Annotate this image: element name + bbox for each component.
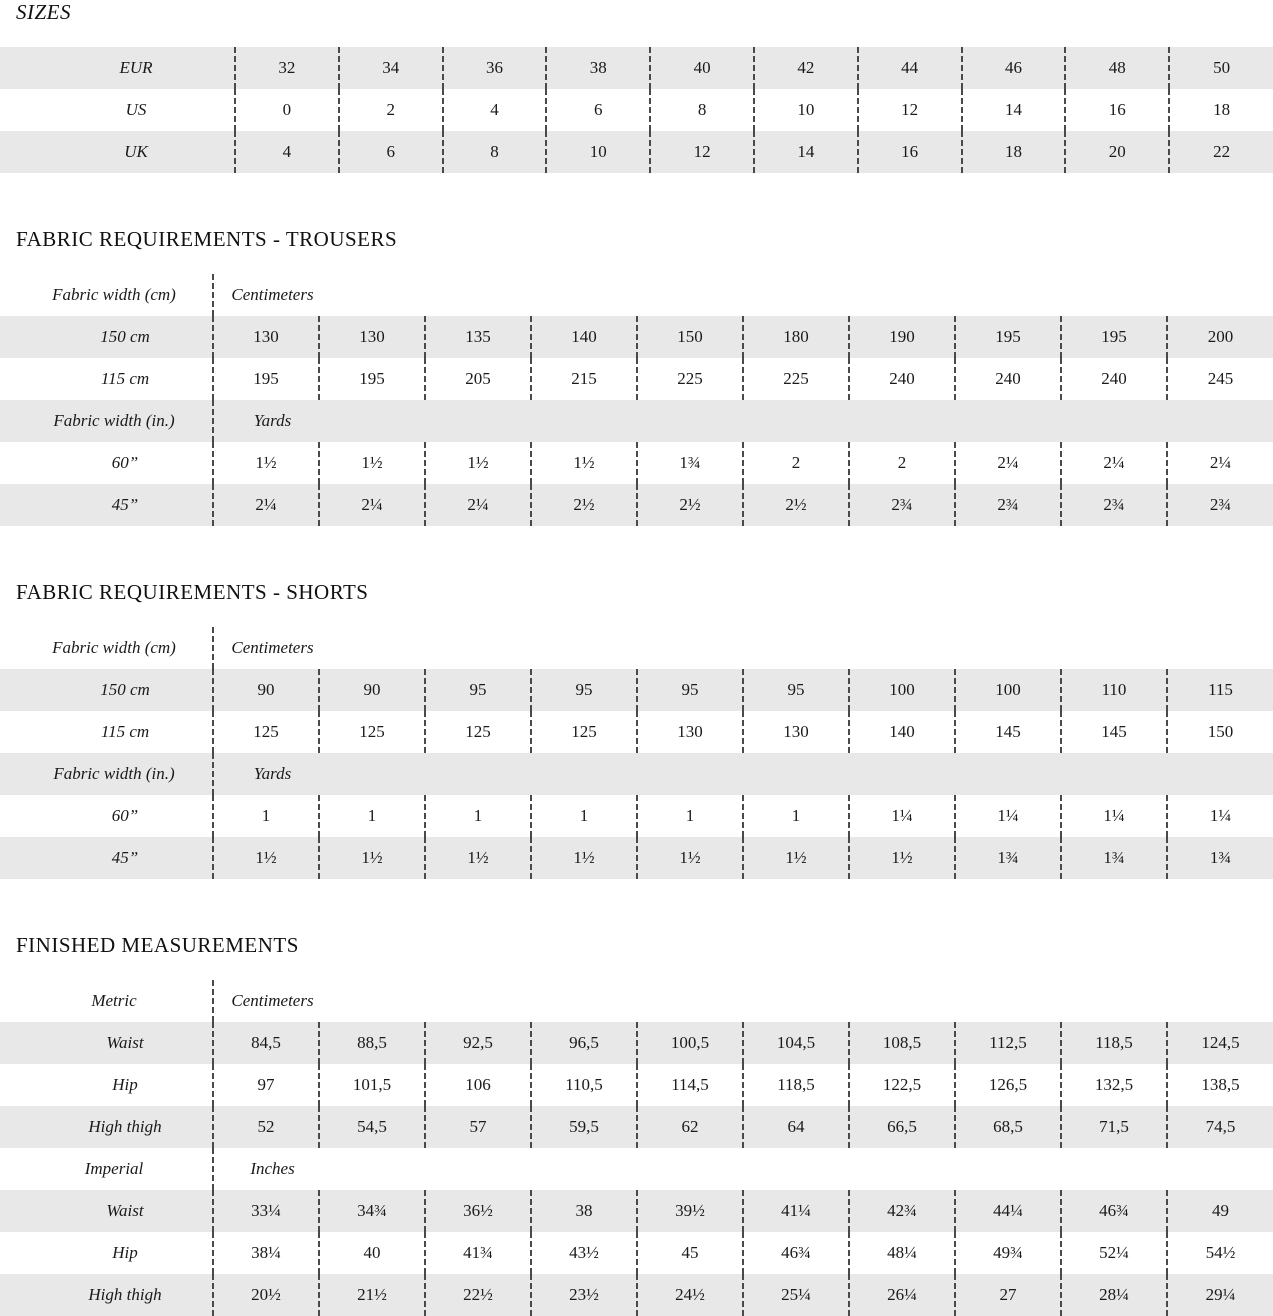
row-label: 60”: [0, 442, 213, 484]
table-cell: 59,5: [531, 1106, 637, 1148]
table-cell: 195: [213, 358, 319, 400]
spacer: [0, 879, 1273, 933]
table-cell: 115: [1167, 669, 1273, 711]
table-row: [0, 89, 1273, 131]
table-cell: 125: [213, 711, 319, 753]
table-row: [0, 316, 1273, 358]
table-cell-empty: [743, 753, 849, 795]
table-cell-empty: [1167, 753, 1273, 795]
table-cell: 1½: [425, 442, 531, 484]
table-cell: 2½: [531, 484, 637, 526]
table-cell: 26¼: [849, 1274, 955, 1316]
unit-name: Centimeters: [213, 627, 319, 669]
table-cell: 18: [1169, 89, 1273, 131]
table-cell: 240: [1061, 358, 1167, 400]
table-cell-empty: [637, 400, 743, 442]
table-cell: 71,5: [1061, 1106, 1167, 1148]
table-row: [0, 711, 1273, 753]
unit-name: Yards: [213, 753, 319, 795]
table-cell: 14: [754, 131, 858, 173]
unit-header-row: [0, 627, 1273, 669]
table-cell: 2¾: [955, 484, 1061, 526]
table-row: [0, 1232, 1273, 1274]
table-cell: 1¾: [1061, 837, 1167, 879]
spacer: [0, 25, 1273, 47]
table-cell: 205: [425, 358, 531, 400]
table-cell: 240: [955, 358, 1061, 400]
table-cell-empty: [1167, 1148, 1273, 1190]
row-label: Waist: [0, 1190, 213, 1232]
table-cell: 16: [1065, 89, 1169, 131]
table-cell: 8: [650, 89, 754, 131]
table-cell: 84,5: [213, 1022, 319, 1064]
table-cell: 28¼: [1061, 1274, 1167, 1316]
table-cell: 44: [858, 47, 962, 89]
table-cell: 10: [546, 131, 650, 173]
table-cell: 130: [319, 316, 425, 358]
finished-measurements-table: [0, 980, 1273, 1316]
table-cell: 2: [743, 442, 849, 484]
table-cell: 64: [743, 1106, 849, 1148]
table-cell: 54,5: [319, 1106, 425, 1148]
table-cell: 225: [637, 358, 743, 400]
table-cell: 2½: [637, 484, 743, 526]
table-cell-empty: [955, 980, 1061, 1022]
fabric-shorts-table: [0, 627, 1273, 879]
table-cell: 1: [743, 795, 849, 837]
table-cell: 33¼: [213, 1190, 319, 1232]
row-label: High thigh: [0, 1106, 213, 1148]
table-cell: 32: [235, 47, 339, 89]
row-label: US: [0, 89, 235, 131]
table-cell: 1¼: [849, 795, 955, 837]
table-cell-empty: [319, 1148, 425, 1190]
table-cell: 6: [339, 131, 443, 173]
row-label: 45”: [0, 484, 213, 526]
table-cell: 118,5: [1061, 1022, 1167, 1064]
table-cell: 140: [849, 711, 955, 753]
table-cell: 1: [319, 795, 425, 837]
table-cell: 110: [1061, 669, 1167, 711]
table-cell-empty: [743, 627, 849, 669]
table-cell: 124,5: [1167, 1022, 1273, 1064]
unit-name: Inches: [213, 1148, 319, 1190]
table-cell: 2½: [743, 484, 849, 526]
table-cell: 1: [425, 795, 531, 837]
table-cell: 16: [858, 131, 962, 173]
row-label: High thigh: [0, 1274, 213, 1316]
table-cell-empty: [743, 980, 849, 1022]
table-cell-empty: [319, 980, 425, 1022]
table-cell: 46¾: [1061, 1190, 1167, 1232]
table-cell: 12: [858, 89, 962, 131]
table-cell-empty: [637, 753, 743, 795]
table-cell: 49¾: [955, 1232, 1061, 1274]
section-title-fabric-trousers: FABRIC REQUIREMENTS - TROUSERS: [16, 227, 398, 251]
unit-header-row: [0, 274, 1273, 316]
table-cell: 52¼: [1061, 1232, 1167, 1274]
table-cell: 118,5: [743, 1064, 849, 1106]
table-cell: 130: [213, 316, 319, 358]
row-label: 115 cm: [0, 358, 213, 400]
table-cell: 180: [743, 316, 849, 358]
table-cell: 20: [1065, 131, 1169, 173]
table-row: [0, 1274, 1273, 1316]
table-cell-empty: [425, 274, 531, 316]
table-cell: 245: [1167, 358, 1273, 400]
table-cell-empty: [955, 627, 1061, 669]
row-label: 150 cm: [0, 316, 213, 358]
table-cell: 145: [955, 711, 1061, 753]
table-cell: 90: [213, 669, 319, 711]
table-cell: 62: [637, 1106, 743, 1148]
table-cell: 125: [425, 711, 531, 753]
table-cell-empty: [319, 753, 425, 795]
table-cell: 95: [425, 669, 531, 711]
table-cell: 18: [962, 131, 1066, 173]
row-label: 150 cm: [0, 669, 213, 711]
table-cell: 100: [849, 669, 955, 711]
table-cell-empty: [531, 627, 637, 669]
table-cell: 88,5: [319, 1022, 425, 1064]
table-cell: 23½: [531, 1274, 637, 1316]
table-cell-empty: [955, 400, 1061, 442]
table-cell: 14: [962, 89, 1066, 131]
table-cell: 12: [650, 131, 754, 173]
table-cell: 25¼: [743, 1274, 849, 1316]
spacer: [0, 605, 1273, 627]
table-row: [0, 1190, 1273, 1232]
unit-name: Yards: [213, 400, 319, 442]
table-cell-empty: [1167, 980, 1273, 1022]
table-cell: 1¾: [1167, 837, 1273, 879]
table-cell: 57: [425, 1106, 531, 1148]
table-cell-empty: [1061, 753, 1167, 795]
table-cell-empty: [425, 753, 531, 795]
table-cell-empty: [319, 400, 425, 442]
table-row: [0, 131, 1273, 173]
unit-row-label: Fabric width (in.): [0, 753, 213, 795]
table-cell: 95: [531, 669, 637, 711]
table-cell: 190: [849, 316, 955, 358]
table-cell-empty: [849, 1148, 955, 1190]
table-cell: 49: [1167, 1190, 1273, 1232]
table-cell: 195: [319, 358, 425, 400]
table-cell: 41¼: [743, 1190, 849, 1232]
table-cell: 2¼: [1061, 442, 1167, 484]
table-cell-empty: [425, 627, 531, 669]
table-cell: 135: [425, 316, 531, 358]
table-cell: 1¼: [1061, 795, 1167, 837]
table-cell-empty: [955, 274, 1061, 316]
unit-row-label: Imperial: [0, 1148, 213, 1190]
table-cell: 2¼: [319, 484, 425, 526]
table-cell: 138,5: [1167, 1064, 1273, 1106]
table-cell: 22½: [425, 1274, 531, 1316]
table-cell: 54½: [1167, 1232, 1273, 1274]
table-cell: 95: [637, 669, 743, 711]
table-cell: 1¼: [1167, 795, 1273, 837]
table-cell: 114,5: [637, 1064, 743, 1106]
table-cell: 40: [650, 47, 754, 89]
table-cell: 90: [319, 669, 425, 711]
table-cell: 1½: [743, 837, 849, 879]
table-cell: 215: [531, 358, 637, 400]
table-cell-empty: [1167, 400, 1273, 442]
table-cell: 1½: [213, 837, 319, 879]
table-cell: 1½: [637, 837, 743, 879]
table-cell: 46: [962, 47, 1066, 89]
table-cell: 1½: [319, 837, 425, 879]
row-label: Waist: [0, 1022, 213, 1064]
row-label: EUR: [0, 47, 235, 89]
table-cell: 1½: [531, 837, 637, 879]
table-cell: 122,5: [849, 1064, 955, 1106]
table-cell: 125: [531, 711, 637, 753]
table-cell-empty: [743, 400, 849, 442]
table-cell-empty: [849, 627, 955, 669]
table-cell-empty: [425, 980, 531, 1022]
table-cell: 100,5: [637, 1022, 743, 1064]
table-cell: 29¼: [1167, 1274, 1273, 1316]
table-cell: 95: [743, 669, 849, 711]
section-title-sizes: SIZES: [16, 0, 71, 24]
table-cell-empty: [637, 1148, 743, 1190]
row-label: Hip: [0, 1064, 213, 1106]
table-cell-empty: [425, 1148, 531, 1190]
table-cell: 2¾: [1061, 484, 1167, 526]
table-cell: 22: [1169, 131, 1273, 173]
table-cell: 1½: [425, 837, 531, 879]
table-cell: 48¼: [849, 1232, 955, 1274]
table-cell: 195: [1061, 316, 1167, 358]
table-cell: 101,5: [319, 1064, 425, 1106]
row-label: UK: [0, 131, 235, 173]
table-cell: 4: [235, 131, 339, 173]
table-cell: 46¾: [743, 1232, 849, 1274]
table-cell-empty: [849, 400, 955, 442]
table-cell: 200: [1167, 316, 1273, 358]
row-label: 60”: [0, 795, 213, 837]
table-row: [0, 1022, 1273, 1064]
table-cell: 36: [443, 47, 547, 89]
table-row: [0, 1064, 1273, 1106]
table-cell: 0: [235, 89, 339, 131]
table-cell: 2: [339, 89, 443, 131]
table-cell: 66,5: [849, 1106, 955, 1148]
table-cell: 96,5: [531, 1022, 637, 1064]
table-cell-empty: [1167, 274, 1273, 316]
table-cell: 125: [319, 711, 425, 753]
table-cell: 6: [546, 89, 650, 131]
unit-name: Centimeters: [213, 980, 319, 1022]
table-cell: 41¾: [425, 1232, 531, 1274]
table-cell-empty: [1061, 1148, 1167, 1190]
table-cell: 104,5: [743, 1022, 849, 1064]
row-label: 115 cm: [0, 711, 213, 753]
table-cell: 52: [213, 1106, 319, 1148]
table-cell: 195: [955, 316, 1061, 358]
table-cell-empty: [319, 627, 425, 669]
fabric-trousers-table: [0, 274, 1273, 526]
table-cell: 2: [849, 442, 955, 484]
table-cell: 2¾: [849, 484, 955, 526]
table-cell: 1½: [849, 837, 955, 879]
unit-header-row: [0, 980, 1273, 1022]
spacer: [0, 252, 1273, 274]
section-title-fabric-shorts: FABRIC REQUIREMENTS - SHORTS: [16, 580, 369, 604]
unit-header-row: [0, 753, 1273, 795]
table-cell-empty: [849, 274, 955, 316]
table-cell: 2¼: [425, 484, 531, 526]
table-cell: 4: [443, 89, 547, 131]
table-cell-empty: [531, 274, 637, 316]
spacer: [0, 526, 1273, 580]
table-cell: 1: [637, 795, 743, 837]
table-cell-empty: [955, 1148, 1061, 1190]
table-cell-empty: [425, 400, 531, 442]
table-cell-empty: [637, 274, 743, 316]
table-cell: 97: [213, 1064, 319, 1106]
spacer: [0, 173, 1273, 227]
table-cell: 150: [1167, 711, 1273, 753]
unit-name: Centimeters: [213, 274, 319, 316]
table-cell-empty: [531, 400, 637, 442]
table-cell: 2¾: [1167, 484, 1273, 526]
table-cell: 1: [531, 795, 637, 837]
table-cell: 1½: [531, 442, 637, 484]
unit-row-label: Fabric width (cm): [0, 274, 213, 316]
table-cell: 50: [1169, 47, 1273, 89]
table-cell: 36½: [425, 1190, 531, 1232]
table-cell-empty: [1061, 627, 1167, 669]
table-cell: 24½: [637, 1274, 743, 1316]
table-cell: 100: [955, 669, 1061, 711]
table-cell: 34: [339, 47, 443, 89]
table-cell-empty: [531, 980, 637, 1022]
table-row: [0, 795, 1273, 837]
table-row: [0, 358, 1273, 400]
table-row: [0, 1106, 1273, 1148]
table-cell: 39½: [637, 1190, 743, 1232]
table-cell: 20½: [213, 1274, 319, 1316]
unit-row-label: Metric: [0, 980, 213, 1022]
table-cell-empty: [1167, 627, 1273, 669]
table-cell: 1¾: [955, 837, 1061, 879]
table-cell-empty: [1061, 400, 1167, 442]
table-cell: 225: [743, 358, 849, 400]
table-row: [0, 47, 1273, 89]
table-cell-empty: [1061, 274, 1167, 316]
table-cell-empty: [1061, 980, 1167, 1022]
table-cell: 1½: [319, 442, 425, 484]
table-cell-empty: [319, 274, 425, 316]
table-cell: 38: [531, 1190, 637, 1232]
table-cell-empty: [531, 1148, 637, 1190]
unit-header-row: [0, 1148, 1273, 1190]
table-cell: 1¼: [955, 795, 1061, 837]
unit-row-label: Fabric width (cm): [0, 627, 213, 669]
table-cell: 34¾: [319, 1190, 425, 1232]
table-cell: 92,5: [425, 1022, 531, 1064]
table-cell: 45: [637, 1232, 743, 1274]
table-cell: 43½: [531, 1232, 637, 1274]
table-cell: 10: [754, 89, 858, 131]
table-cell: 140: [531, 316, 637, 358]
table-cell: 132,5: [1061, 1064, 1167, 1106]
table-cell: 145: [1061, 711, 1167, 753]
table-cell: 150: [637, 316, 743, 358]
table-cell: 42: [754, 47, 858, 89]
table-row: [0, 669, 1273, 711]
spacer: [0, 958, 1273, 980]
table-cell: 21½: [319, 1274, 425, 1316]
unit-row-label: Fabric width (in.): [0, 400, 213, 442]
table-cell: 8: [443, 131, 547, 173]
table-cell: 2¼: [1167, 442, 1273, 484]
table-cell: 108,5: [849, 1022, 955, 1064]
table-cell: 240: [849, 358, 955, 400]
sizes-table: [0, 47, 1273, 173]
table-cell: 110,5: [531, 1064, 637, 1106]
table-row: [0, 484, 1273, 526]
table-cell-empty: [849, 753, 955, 795]
table-cell: 44¼: [955, 1190, 1061, 1232]
table-cell-empty: [955, 753, 1061, 795]
table-cell-empty: [849, 980, 955, 1022]
table-cell: 27: [955, 1274, 1061, 1316]
table-cell: 40: [319, 1232, 425, 1274]
table-cell: 1½: [213, 442, 319, 484]
table-cell-empty: [637, 627, 743, 669]
table-cell: 130: [743, 711, 849, 753]
section-title-finished-measurements: FINISHED MEASUREMENTS: [16, 933, 299, 957]
table-cell-empty: [743, 1148, 849, 1190]
table-cell: 2¼: [213, 484, 319, 526]
table-cell: 1: [213, 795, 319, 837]
table-cell: 48: [1065, 47, 1169, 89]
table-cell-empty: [743, 274, 849, 316]
table-cell-empty: [637, 980, 743, 1022]
table-cell: 42¾: [849, 1190, 955, 1232]
unit-header-row: [0, 400, 1273, 442]
table-cell: 2¼: [955, 442, 1061, 484]
table-cell: 38: [546, 47, 650, 89]
table-cell: 74,5: [1167, 1106, 1273, 1148]
table-cell: 106: [425, 1064, 531, 1106]
table-cell: 126,5: [955, 1064, 1061, 1106]
table-cell: 1¾: [637, 442, 743, 484]
table-row: [0, 837, 1273, 879]
table-cell: 112,5: [955, 1022, 1061, 1064]
table-cell: 130: [637, 711, 743, 753]
table-cell-empty: [531, 753, 637, 795]
table-cell: 68,5: [955, 1106, 1061, 1148]
row-label: Hip: [0, 1232, 213, 1274]
row-label: 45”: [0, 837, 213, 879]
table-row: [0, 442, 1273, 484]
table-cell: 38¼: [213, 1232, 319, 1274]
